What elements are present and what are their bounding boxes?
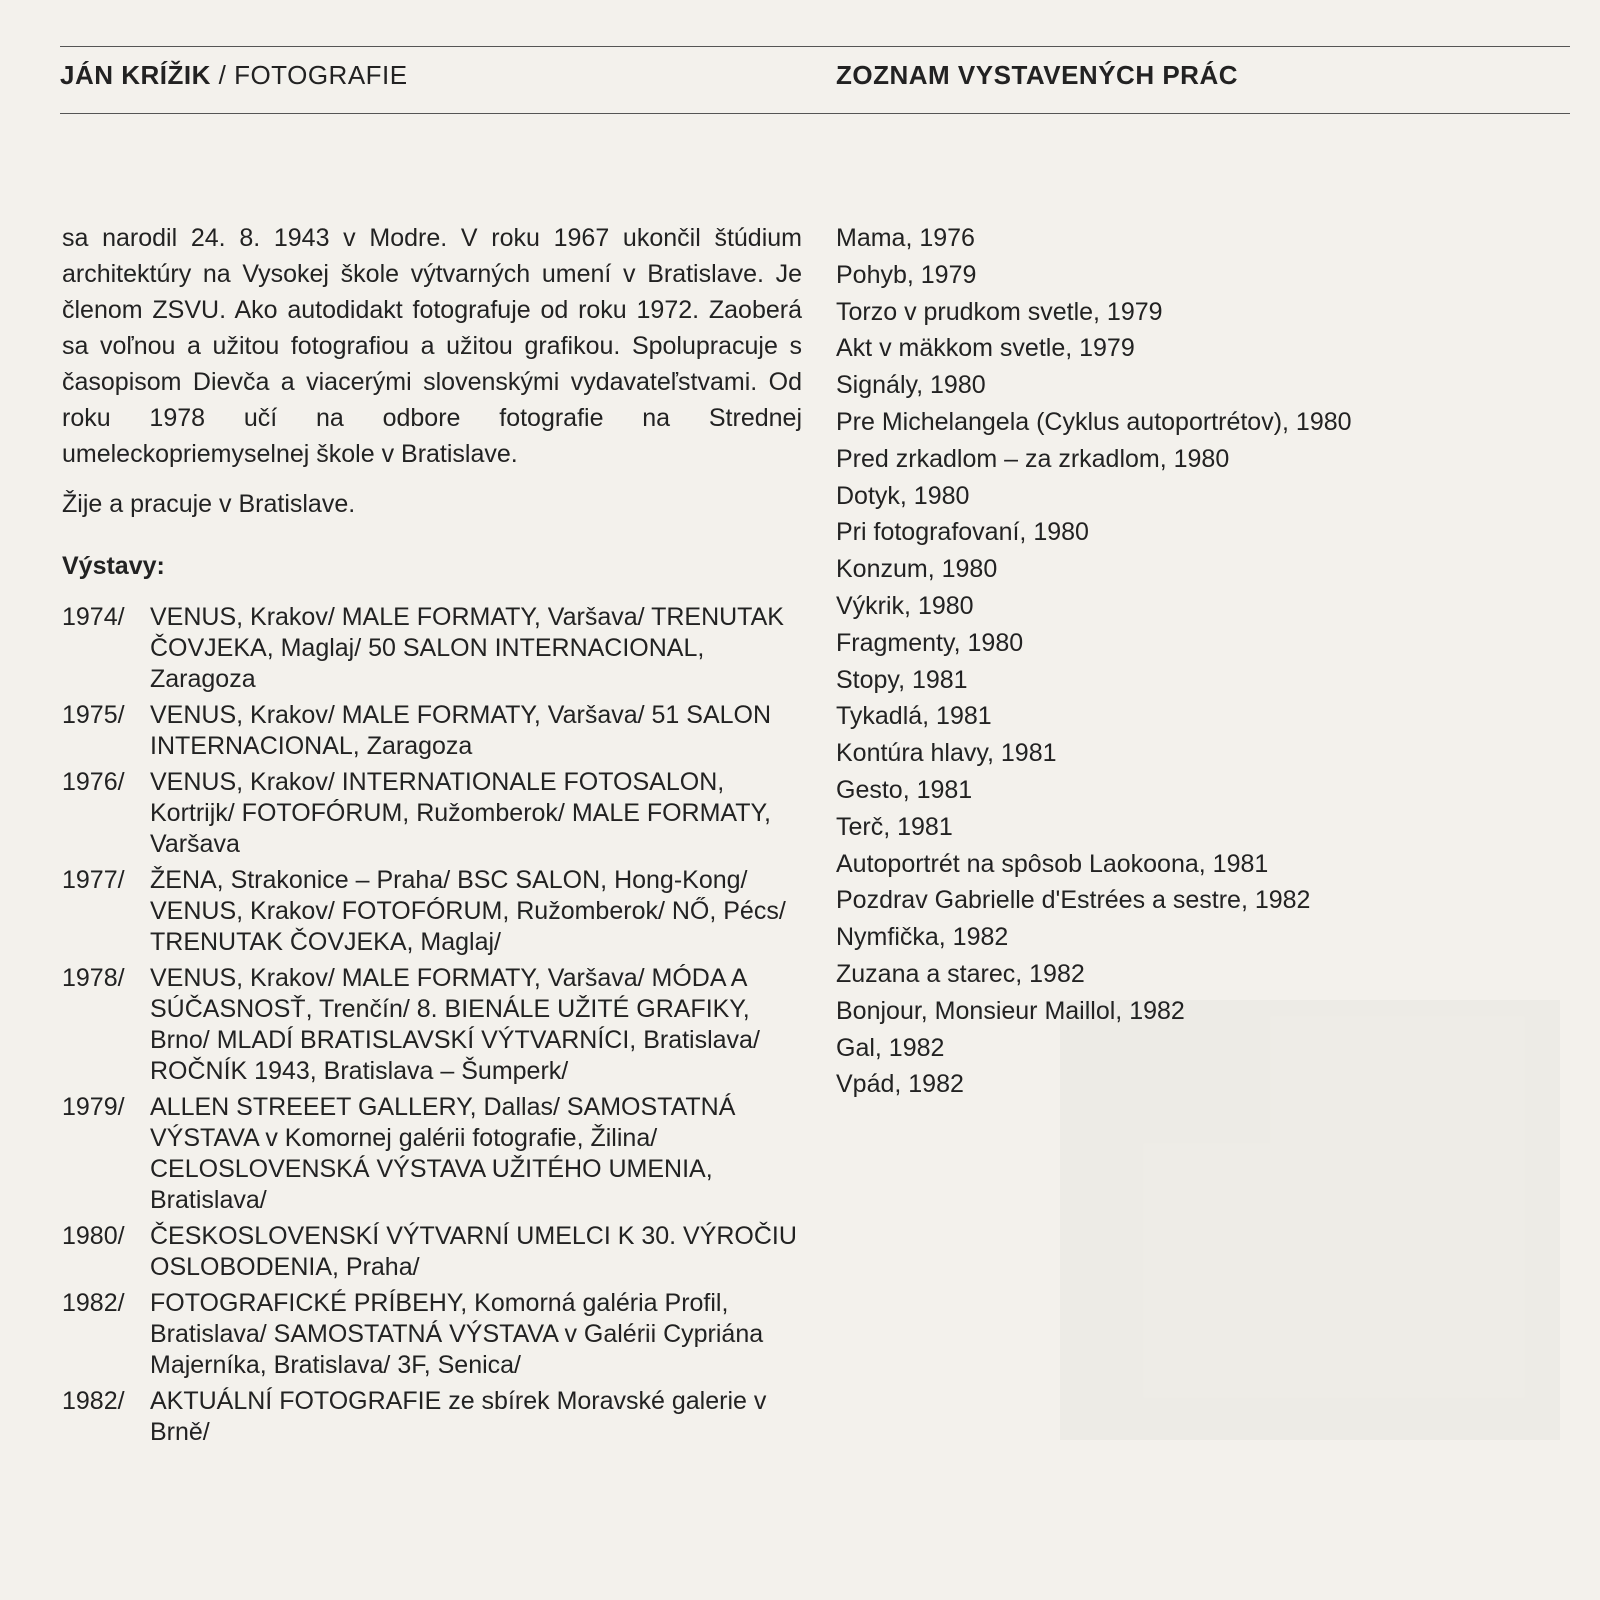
left-column <box>62 220 802 1453</box>
work-item: Pozdrav Gabrielle d'Estrées a sestre, 1982 <box>836 886 1311 915</box>
work-item: Terč, 1981 <box>836 812 953 841</box>
exhibition-text: VENUS, Krakov/ MALE FORMATY, Varšava/ TRENUTAK ČOVJEKA, Maglaj/ 50 SALON INTERNACIONAL, Zaragoza <box>150 603 784 693</box>
work-item: Zuzana a starec, 1982 <box>836 959 1085 988</box>
work-item: Nymfička, 1982 <box>836 923 1009 952</box>
exhibition-text: VENUS, Krakov/ MALE FORMATY, Varšava/ 51 SALON INTERNACIONAL, Zaragoza <box>150 701 772 760</box>
header-bottom-rule <box>60 113 1570 114</box>
author-name: JÁN KRÍŽIK <box>60 60 211 90</box>
exhibitions-heading: Výstavy: <box>62 552 165 580</box>
work-item: Bonjour, Monsieur Maillol, 1982 <box>836 996 1185 1025</box>
work-item: Tykadlá, 1981 <box>836 702 992 731</box>
work-item: Pred zrkadlom – za zrkadlom, 1980 <box>836 444 1230 473</box>
header-top-rule <box>60 46 1570 47</box>
work-item: Mama, 1976 <box>836 224 975 252</box>
exhibition-entry <box>62 700 802 762</box>
work-item: Pohyb, 1979 <box>836 260 977 289</box>
work-item: Fragmenty, 1980 <box>836 628 1024 657</box>
work-item: Autoportrét na spôsob Laokoona, 1981 <box>836 849 1269 878</box>
exhibition-entry <box>62 1288 802 1381</box>
exhibition-entry <box>62 602 802 695</box>
exhibition-entry <box>62 865 802 958</box>
work-item: Gal, 1982 <box>836 1033 945 1062</box>
work-item: Akt v mäkkom svetle, 1979 <box>836 334 1135 363</box>
exhibition-year: 1979/ <box>62 1093 125 1121</box>
header-separator: / <box>210 60 235 90</box>
exhibition-entry <box>62 1092 802 1216</box>
residence-paragraph: Žije a pracuje v Bratislave. <box>62 490 356 518</box>
exhibition-entry <box>62 1221 802 1283</box>
work-item: Stopy, 1981 <box>836 665 968 694</box>
work-item: Kontúra hlavy, 1981 <box>836 739 1057 768</box>
exhibition-year: 1982/ <box>62 1387 125 1415</box>
works-list-title: ZOZNAM VYSTAVENÝCH PRÁC <box>836 60 1238 90</box>
exhibition-year: 1980/ <box>62 1222 125 1250</box>
exhibition-year: 1974/ <box>62 603 125 631</box>
exhibition-text: AKTUÁLNÍ FOTOGRAFIE ze sbírek Moravské galerie v Brně/ <box>150 1387 767 1446</box>
work-item: Výkrik, 1980 <box>836 591 974 620</box>
exhibition-entry <box>62 767 802 860</box>
exhibition-year: 1982/ <box>62 1289 125 1317</box>
exhibition-entry <box>62 1386 802 1448</box>
work-item: Signály, 1980 <box>836 371 986 400</box>
exhibition-entry <box>62 963 802 1087</box>
page-header <box>60 60 1570 100</box>
work-item: Vpád, 1982 <box>836 1070 964 1099</box>
exhibition-year: 1977/ <box>62 866 125 894</box>
work-item: Dotyk, 1980 <box>836 481 970 510</box>
work-item: Torzo v prudkom svetle, 1979 <box>836 297 1163 326</box>
exhibition-text: ČESKOSLOVENSKÍ VÝTVARNÍ UMELCI K 30. VÝROČIU OSLOBODENIA, Praha/ <box>150 1222 797 1281</box>
exhibition-year: 1978/ <box>62 964 125 992</box>
exhibition-text: ŽENA, Strakonice – Praha/ BSC SALON, Hong-Kong/ VENUS, Krakov/ FOTOFÓRUM, Ružomberok/ NŐ, Pécs/ TRENUTAK ČOVJEKA, Maglaj/ <box>150 866 786 956</box>
exhibition-text: VENUS, Krakov/ INTERNATIONALE FOTOSALON, Kortrijk/ FOTOFÓRUM, Ružomberok/ MALE FORMATY, Varšava <box>150 768 771 858</box>
exhibition-text: VENUS, Krakov/ MALE FORMATY, Varšava/ MÓDA A SÚČASNOSŤ, Trenčín/ 8. BIENÁLE UŽITÉ GRAFIKY, Brno/ MLADÍ BRATISLAVSKÍ VÝTVARNÍCI, Bratislava/ ROČNÍK 1943, Bratislava – Šumperk/ <box>150 964 760 1085</box>
exhibition-year: 1976/ <box>62 768 125 796</box>
section-title: FOTOGRAFIE <box>234 60 408 90</box>
work-item: Pri fotografovaní, 1980 <box>836 518 1089 547</box>
exhibitions-list <box>62 602 802 1448</box>
exhibition-text: ALLEN STREEET GALLERY, Dallas/ SAMOSTATNÁ VÝSTAVA v Komornej galérii fotografie, Žilina/ CELOSLOVENSKÁ VÝSTAVA UŽITÉHO UMENIA, Bratislava/ <box>150 1093 736 1214</box>
work-item: Gesto, 1981 <box>836 775 973 804</box>
exhibition-year: 1975/ <box>62 701 125 729</box>
exhibition-text: FOTOGRAFICKÉ PRÍBEHY, Komorná galéria Profil, Bratislava/ SAMOSTATNÁ VÝSTAVA v Galérii Cypriána Majerníka, Bratislava/ 3F, Senica/ <box>150 1289 764 1379</box>
header-left <box>60 60 408 91</box>
biography <box>62 220 802 522</box>
work-item: Pre Michelangela (Cyklus autoportrétov), 1980 <box>836 407 1352 436</box>
works-list <box>836 220 1556 1103</box>
right-column <box>836 220 1556 1103</box>
work-item: Konzum, 1980 <box>836 555 998 584</box>
biography-paragraph: sa narodil 24. 8. 1943 v Modre. V roku 1967 ukončil štúdium architektúry na Vysokej škole výtvarných umení v Bratislave. Je členom ZSVU. Ako autodidakt fotografuje od roku 1972. Zaoberá sa voľnou a užitou fotografiou a užitou grafikou. Spolupracuje s časopisom Dievča a viacerými slovenskými vydavateľstvami. Od roku 1978 učí na odbore fotografie na Strednej umeleckopriemyselnej škole v Bratislave. <box>62 224 802 468</box>
